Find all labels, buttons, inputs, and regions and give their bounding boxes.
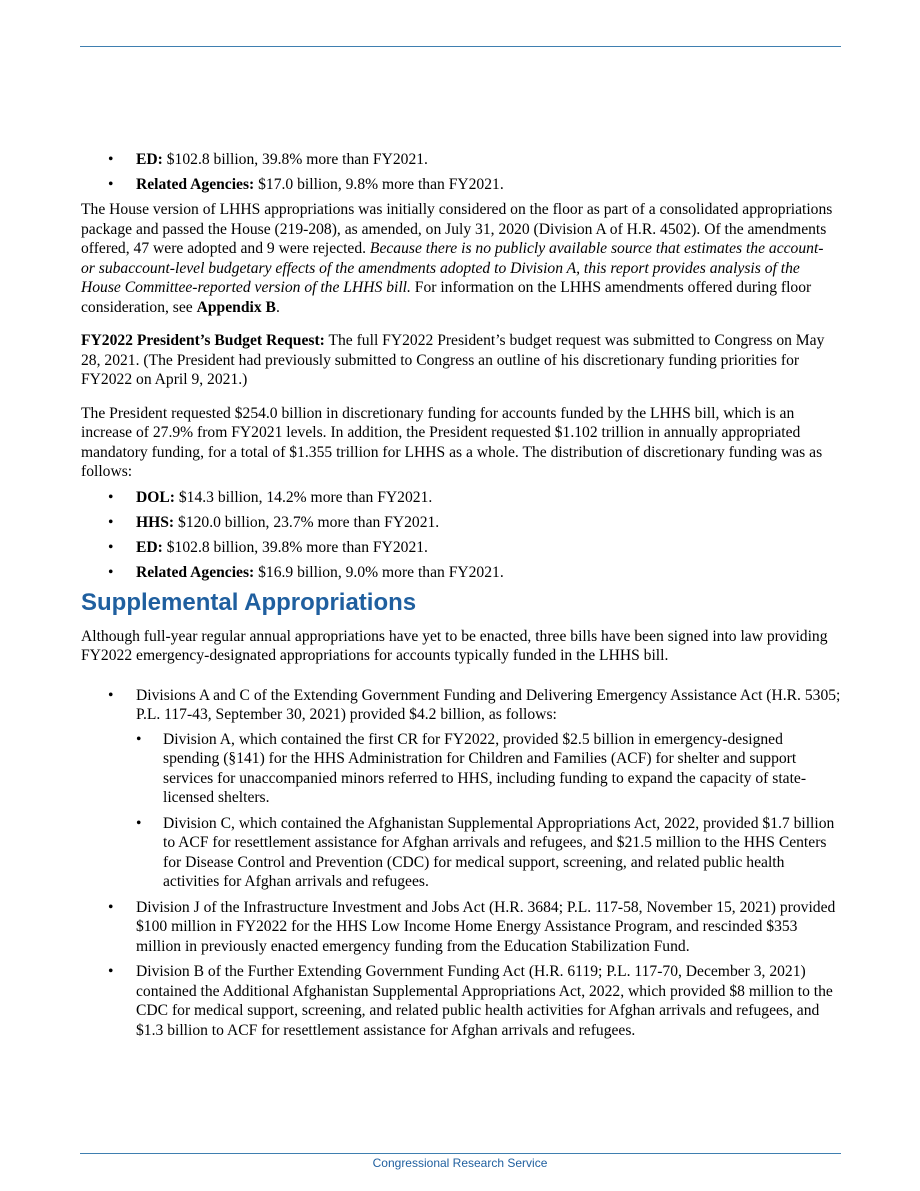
footer-rule [80, 1153, 841, 1154]
list-item [81, 488, 841, 508]
item-text: $16.9 billion, 9.0% more than FY2021. [254, 563, 504, 581]
supplemental-list [81, 686, 841, 1041]
list-item: • Division B of the Further Extending Government Funding Act (H.R. 6119; P.L. 117-70, December 3, 2021) contained the Additional Afghanistan Supplemental Appropriations Act, 2022, which provided $8 million to the CDC for medical support, screening, and related public health activities for Afghan arrivals and refugees, and $1.3 billion to ACF for resettlement assistance for Afghan arrivals and refugees. [81, 962, 841, 1040]
item-text: $102.8 billion, 39.8% more than FY2021. [162, 538, 428, 556]
list-item [81, 175, 841, 195]
president-funding-list [81, 488, 841, 583]
item-text: $17.0 billion, 9.8% more than FY2021. [254, 176, 504, 193]
item-text: $120.0 billion, 23.7% more than FY2021. [174, 513, 440, 531]
item-text: $14.3 billion, 14.2% more than FY2021. [174, 488, 433, 506]
header-rule [80, 46, 841, 47]
paragraph-label: FY2022 President’s Budget Request: [81, 332, 325, 349]
president-budget-paragraph: FY2022 President’s Budget Request: The full FY2022 President’s budget request was submitted to Congress on May 28, 2021. (The President had previously submitted to Congress an outline of his discretionary funding priorities for FY2022 on April 9, 2021.) [81, 332, 825, 388]
sub-list [136, 730, 841, 892]
list-item [81, 150, 841, 170]
list-item [81, 513, 841, 533]
section-heading: Supplemental Appropriations [81, 588, 417, 616]
item-label: DOL: [136, 488, 175, 506]
house-funding-list [81, 150, 841, 195]
list-item: • Divisions A and C of the Extending Government Funding and Delivering Emergency Assistance Act (H.R. 5305; P.L. 117-43, September 30, 2021) provided $4.2 billion, as follows: • Division A, which contained the first CR for FY2022, provided $2.5 billion in emergency-designed spending (§141) for the HHS Administration for Children and Families (ACF) for shelter and support services for unaccompanied minors referred to HHS, including funding to expand the capacity of state-licensed shelters. • Division C, which contained the Afghanistan Supplemental Appropriations Act, 2022, provided $1.7 billion to ACF for resettlement assistance for Afghan arrivals and refugees, and $21.5 million to the HHS Centers for Disease Control and Prevention (CDC) for medical support, screening, and related public health activities for Afghan arrivals and refugees. [81, 686, 841, 892]
sub-list-item: • Division A, which contained the first CR for FY2022, provided $2.5 billion in emergency-designed spending (§141) for the HHS Administration for Children and Families (ACF) for shelter and support services for unaccompanied minors referred to HHS, including funding to expand the capacity of state-licensed shelters. [136, 730, 841, 808]
item-text: $102.8 billion, 39.8% more than FY2021. [162, 151, 428, 168]
item-label: ED: [136, 538, 163, 556]
item-label: Related Agencies: [136, 176, 255, 193]
list-item [81, 538, 841, 558]
item-label: HHS: [136, 513, 175, 531]
italic-note: Because there is no publicly available source that estimates the account- or subaccount-level budgetary effects of the amendments adopted to Division A, this report provides analysis of the House Committee-reported version of the LHHS bill. [81, 240, 824, 296]
president-request-paragraph: The President requested $254.0 billion in discretionary funding for accounts funded by the LHHS bill, which is an increase of 27.9% from FY2021 levels. In addition, the President requested $1.102 trillion in annually appropriated mandatory funding, for a total of $1.355 trillion for LHHS as a whole. The distribution of discretionary funding was as follows: [81, 404, 823, 480]
supplemental-intro: Although full-year regular annual appropriations have yet to be enacted, three bills have been signed into law providing FY2022 emergency-designated appropriations for accounts typically funded in the LHHS bill. [81, 627, 828, 664]
appendix-reference: Appendix B [196, 298, 276, 316]
list-item [81, 563, 841, 583]
item-label: Related Agencies: [136, 563, 255, 581]
house-floor-paragraph: The House version of LHHS appropriations was initially considered on the floor as part of a consolidated appropriations package and passed the House (219-208), as amended, on July 31, 2020 (Division A of H.R. 4502). Of the amendments offered, 47 were adopted and 9 were rejected. Because there is no publicly available source that estimates the account- or subaccount-level budgetary effects of the amendments adopted to Division A, this report provides analysis of the House Committee-reported version of the LHHS bill. For information on the LHHS amendments offered during floor consideration, see Appendix B. [81, 201, 833, 316]
footer-text: Congressional Research Service [372, 1156, 548, 1170]
item-label: ED: [136, 151, 163, 168]
list-item: • Division J of the Infrastructure Investment and Jobs Act (H.R. 3684; P.L. 117-58, November 15, 2021) provided $100 million in FY2022 for the HHS Low Income Home Energy Assistance Program, and rescinded $353 million in previously enacted emergency funding from the Education Stabilization Fund. [81, 898, 841, 957]
page-content [81, 150, 841, 1046]
sub-list-item: • Division C, which contained the Afghanistan Supplemental Appropriations Act, 2022, provided $1.7 billion to ACF for resettlement assistance for Afghan arrivals and refugees, and $21.5 million to the HHS Centers for Disease Control and Prevention (CDC) for medical support, screening, and related public health activities for Afghan arrivals and refugees. [136, 814, 841, 892]
